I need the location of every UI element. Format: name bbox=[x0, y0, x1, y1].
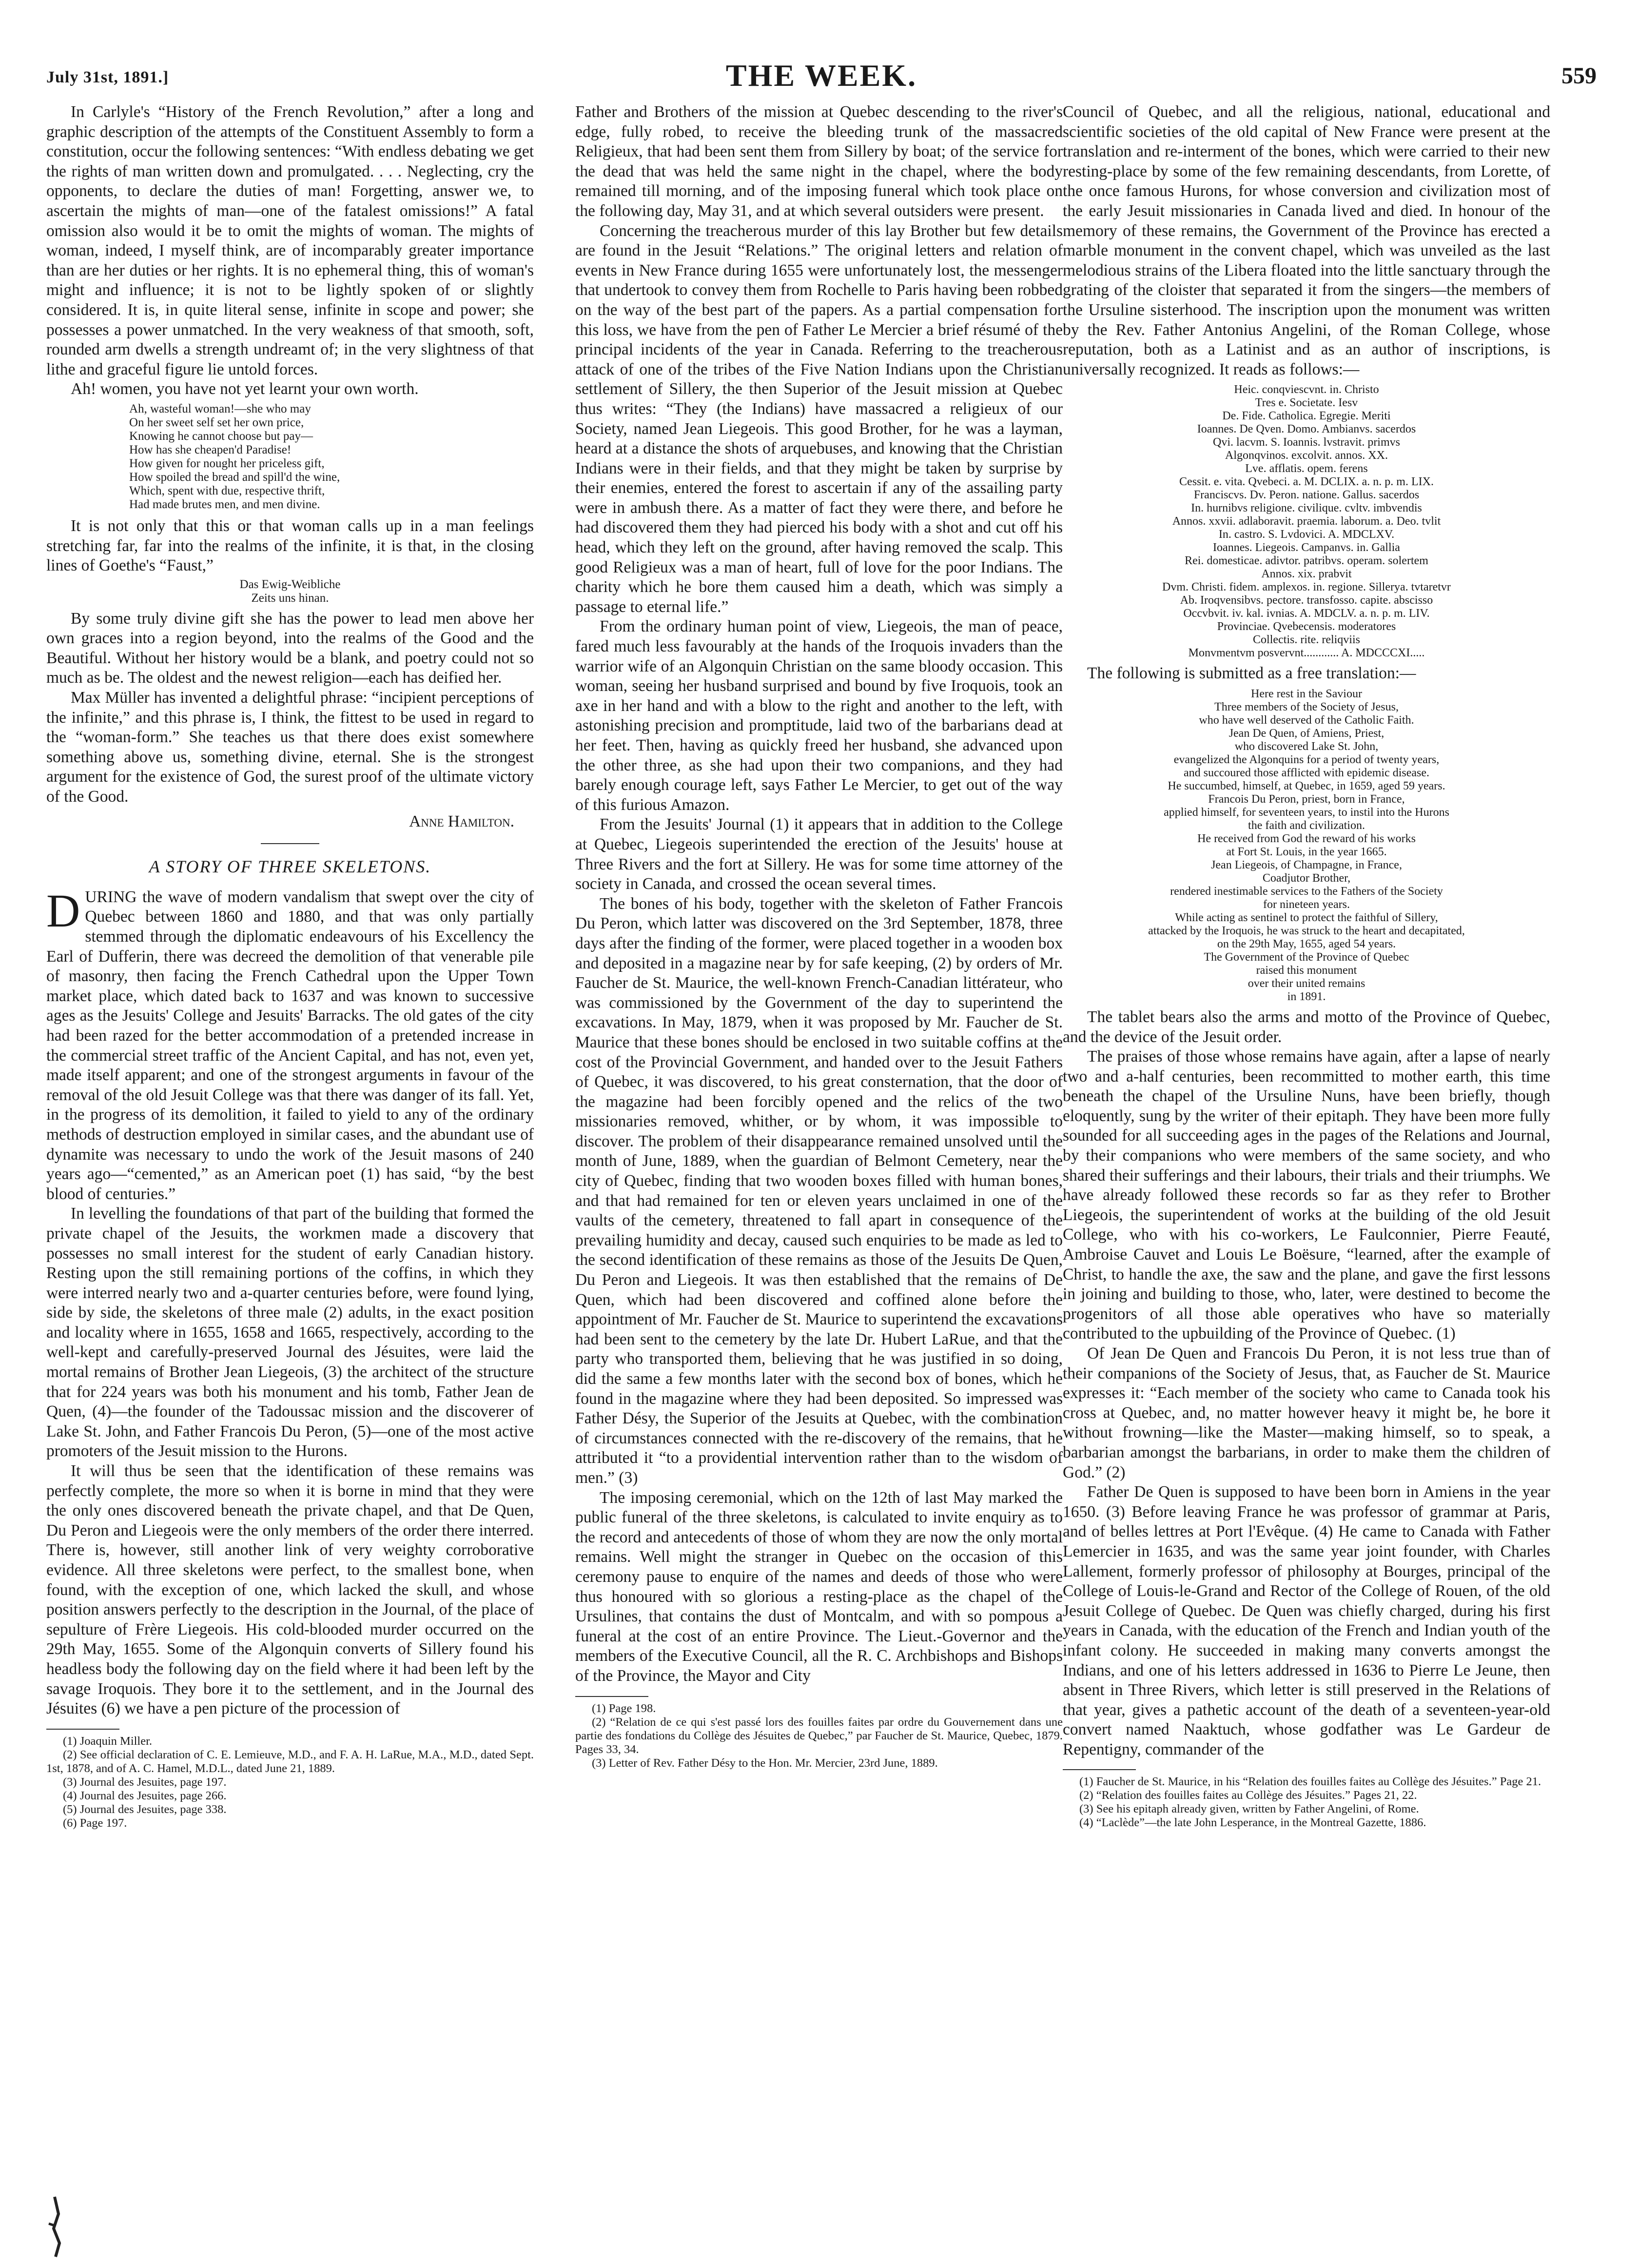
inscription-line: Provinciae. Qvebecensis. moderatores bbox=[1217, 620, 1396, 633]
article-paragraph: The imposing ceremonial, which on the 12th of last May marked the public funeral of the three skeletons, is calculated to invite enquiry as to the record and antecedents of those of whom they are now the only mortal remains. Well might the stranger in Quebec on the occasion of this ceremony pause to enquire of the names and deeds of those who were thus honoured with so glorious a resting-place as the chapel of the Ursulines, that contains the dust of Montcalm, and with so pompous a funeral at the cost of an entire Province. The Lieut.-Governor and the members of the Executive Council, all the R. C. Archbishops and Bishops of the Province, the Mayor and City bbox=[575, 1488, 1063, 1685]
translation-line: While acting as sentinel to protect the faithful of Sillery, bbox=[1175, 911, 1438, 924]
article-paragraph: URING the wave of modern vandalism that swept over the city of Quebec between 1860 and 1880, and that was only partially stemmed through the diplomatic endeavours of his Excellency the Earl of Dufferin, there was decreed the demolition of that venerable pile of masonry, then facing the French Cathedral upon the Upper Town market place, which dated back to 1637 and was known to successive ages as the Jesuits' College and Jesuits' Barracks. The old gates of the city had been razed for the better accommodation of a pretended increase in the commercial street traffic of the Ancient Capital, and has not, even yet, made itself apparent; and one of the strongest arguments in favour of the removal of the old Jesuit College was that there was danger of its fall. Yet, in the progress of its demolition, it failed to yield to any of the ordinary methods of destruction employed in similar cases, and the abundant use of dynamite was necessary to undo the work of the Jesuit masons of 240 years ago—“cemented,” as an American poet (1) has said, “by the best blood of centuries.” bbox=[46, 887, 534, 1203]
masthead-title: THE WEEK. bbox=[725, 58, 917, 93]
inscription-line: In. castro. S. Lvdovici. A. MDCLXV. bbox=[1218, 528, 1395, 541]
footnote-divider bbox=[575, 1696, 648, 1697]
article-paragraph: The tablet bears also the arms and motto of the Province of Quebec, and the device of the Jesuit order. bbox=[1063, 1007, 1550, 1046]
footnote: (5) Journal des Jesuites, page 338. bbox=[63, 1802, 227, 1816]
column-3 bbox=[1063, 102, 1550, 2229]
article-paragraph: Concerning the treacherous murder of this lay Brother but few details are found in the Jesuit “Relations.” The original letters and relation of events in New France during 1655 were unfortunately lost, the messenger that undertook to convey them from Rochelle to Paris having been robbed on the way of the best part of the papers. As a partial compensation for this loss, we have from the pen of Father Le Mercier a brief résumé of the principal incidents of the year in Canada. Referring to the treacherous attack of one of the tribes of the Five Nation Indians upon the Christian settlement of Sillery, the then Superior of the Jesuit mission at Quebec thus writes: “They (the Indians) have massacred a religieux of our Society, named Jean Liegeois. This good Brother, for he was a layman, heard at a distance the shots of arquebuses, and knowing that the Christian Indians were in their fields, and that they might be taken by surprise by their enemies, entered the forest to ascertain if any of the assailing party were in ambush there. As a matter of fact they were there, and before he had discovered them they had pierced his body with a shot and cut off his head, which they left on the ground, after having removed the scalp. This good Religieux was a man of heart, full of love for the poor Indians. The charity which he bore them caused him a death, which was simply a passage to eternal life.” bbox=[575, 221, 1063, 616]
inscription-line: Franciscvs. Dv. Peron. natione. Gallus. sacerdos bbox=[1193, 489, 1420, 502]
inscription-line: Lve. afflatis. opem. ferens bbox=[1245, 462, 1368, 475]
translation-line: applied himself, for seventeen years, to instil into the Hurons bbox=[1164, 806, 1449, 819]
poem-line: How has she cheapen'd Paradise! bbox=[129, 443, 292, 456]
footnote: (2) “Relation des fouilles faites au Collège des Jésuites.” Pages 21, 22. bbox=[1079, 1789, 1417, 1802]
page-number: 559 bbox=[1561, 63, 1597, 89]
essay-paragraph: Max Müller has invented a delightful phrase: “incipient perceptions of the infinite,” and this phrase is, I think, the fittest to be used in regard to the “woman-form.” She teaches us that there does exist somewhere something above us, something divine, eternal. She is the strongest argument for the existence of God, the surest proof of the ultimate victory of the Good. bbox=[46, 689, 534, 806]
translation-line: Jean Liegeois, of Champagne, in France, bbox=[1211, 858, 1402, 871]
translation-line: for nineteen years. bbox=[1263, 898, 1350, 911]
translation-line: Coadjutor Brother, bbox=[1262, 871, 1351, 885]
poem-line: Had made brutes men, and men divine. bbox=[129, 497, 320, 511]
translation-line: over their united remains bbox=[1248, 977, 1365, 990]
footnote: (6) Page 197. bbox=[63, 1816, 127, 1830]
article-paragraph: The bones of his body, together with the skeleton of Father Francois Du Peron, which latter was discovered on the 3rd September, 1878, three days after the finding of the former, were placed together in a wooden box and deposited in a magazine near by for safe keeping, (2) by orders of Mr. Faucher de St. Maurice, the well-known French-Canadian littérateur, who was commissioned by the Government of the day to superintend the excavations. In May, 1879, when it was proposed by Mr. Faucher de St. Maurice that these bones should be enclosed in two suitable coffins at the cost of the Provincial Government, and handed over to the Jesuit Fathers of Quebec, it was discovered, to his great consternation, that the door of the magazine had been forcibly opened and the relics of the two missionaries removed, whither, or by whom, it was impossible to discover. The problem of their disappearance remained unsolved until the month of June, 1889, when the guardian of Belmont Cemetery, near the city of Quebec, finding that two wooden boxes filled with human bones, and that had remained for ten or eleven years unclaimed in one of the vaults of the cemetery, threatened to fall apart in consequence of the prevailing humidity and decay, caused such enquiries to be made as led to the second identification of these remains as those of the Jesuits De Quen, Du Peron and Liegeois. It was then established that the remains of De Quen, which had been discovered and coffined alone before the appointment of Mr. Faucher de St. Maurice to superintend the excavations had been sent to the cemetery by the late Dr. Hubert LaRue, and that the party who transported them, believing that he was justified in so doing, did the same a few months later with the second box of bones, which he found in the magazine where they had been deposited. So impressed was Father Désy, the Superior of the Jesuits at Quebec, with the combination of circumstances connected with the re-discovery of the remains, that he attributed it “to a providential intervention rather than to the wisdom of men.” (3) bbox=[575, 894, 1063, 1487]
essay-paragraph: It is not only that this or that woman calls up in a man feelings stretching far, far into the realms of the infinite, it is that, in the closing lines of Goethe's “Faust,” bbox=[46, 516, 534, 575]
translation-line: Francois Du Peron, priest, born in France, bbox=[1208, 792, 1405, 806]
article-paragraph: It will thus be seen that the identification of these remains was perfectly complete, the more so when it is borne in mind that they were the only ones discovered beneath the private chapel, and that De Quen, Du Peron and Liegeois were the only members of the order there interred. There is, however, still another link of very weighty corroborative evidence. All three skeletons were perfect, to the smallest bone, when found, with the exception of one, which lacked the skull, and whose position answers perfectly to the description in the Journal, of the place of sepulture of Frère Liegeois. His cold-blooded murder occurred on the 29th May, 1655. Some of the Algonquin converts of Sillery found his headless body the following day on the field where it had been left by the savage Iroquois. They bore it to the settlement, and in the Journal des Jésuites (6) we have a pen picture of the procession of bbox=[46, 1462, 534, 1718]
inscription-line: Algonqvinos. excolvit. annos. XX. bbox=[1225, 449, 1388, 462]
inscription-line: Annos. xix. prabvit bbox=[1261, 568, 1352, 581]
translation-line: Three members of the Society of Jesus, bbox=[1214, 700, 1399, 713]
translation-line: who discovered Lake St. John, bbox=[1234, 740, 1379, 753]
scan-artifact-icon bbox=[45, 2194, 69, 2258]
article-paragraph: Council of Quebec, and all the religious, national, educational and scientific societies of the old capital of New France were present at the translation and re-interment of the bones, which were carried to their new resting-place by some of the few remaining descendants, from Lorette, of the once famous Hurons, for whose conversion and civilization most of the early Jesuit missionaries in Canada lived and died. In honour of the memory of these remains, the Government of the Province has erected a marble monument in the convent chapel, which was unveiled as the last melodious strains of the Libera floated into the little sanctuary through the grating of the cloister that separated it from the singers—the members of the Ursuline sisterhood. The inscription upon the monument was written by the Rev. Father Antonius Angelini, of the Roman College, whose reputation, both as a Latinist and as an author of inscriptions, is universally recognized. It reads as follows:— bbox=[1063, 103, 1550, 378]
article-paragraph: From the Jesuits' Journal (1) it appears that in addition to the College at Quebec, Liegeois superintended the erection of the Jesuits' house at Three Rivers and the fort at Sillery. He was for some time attorney of the society in Canada, and crossed the ocean several times. bbox=[575, 815, 1063, 893]
inscription-line: Annos. xxvii. adlaboravit. praemia. laborum. a. Deo. tvlit bbox=[1172, 515, 1441, 528]
inscription-line: Collectis. rite. reliqviis bbox=[1253, 633, 1360, 647]
section-divider bbox=[261, 843, 319, 844]
translation-line: raised this monument bbox=[1256, 964, 1357, 977]
poem-line: On her sweet self set her own price, bbox=[129, 415, 304, 429]
translation-line: rendered inestimable services to the Fathers of the Society bbox=[1170, 885, 1443, 898]
translation-line: who have well deserved of the Catholic Faith. bbox=[1199, 713, 1414, 727]
inscription-line: Rei. domesticae. adivtor. patribvs. operam. solertem bbox=[1185, 554, 1428, 568]
translation-line: Here rest in the Saviour bbox=[1251, 687, 1362, 700]
translation-line: at Fort St. Louis, in the year 1665. bbox=[1226, 845, 1387, 858]
poem-line: Which, spent with due, respective thrift, bbox=[129, 484, 325, 497]
article-paragraph: Of Jean De Quen and Francois Du Peron, it is not less true than of their companions of the Society of Jesus, that, as Faucher de St. Maurice expresses it: “Each member of the society who came to Canada took his cross at Quebec, and, no matter however heavy it might be, he bore it without frowning—like the Master—making himself, so to speak, a barbarian amongst the barbarians, in order to make them the children of God.” (2) bbox=[1063, 1344, 1550, 1481]
drop-cap: D bbox=[46, 884, 80, 937]
inscription-line: Ioannes. Liegeois. Campanvs. in. Gallia bbox=[1213, 541, 1400, 554]
footnote: (3) Letter of Rev. Father Désy to the Hon. Mr. Mercier, 23rd June, 1889. bbox=[592, 1756, 938, 1770]
poem-line: Ah, wasteful woman!—she who may bbox=[129, 402, 311, 415]
footnote: (3) See his epitaph already given, written by Father Angelini, of Rome. bbox=[1079, 1802, 1419, 1816]
inscription-line: Dvm. Christi. fidem. amplexos. in. regione. Sillerya. tvtaretvr bbox=[1162, 581, 1451, 594]
inscription-line: Ioannes. De Qven. Domo. Ambianvs. sacerdos bbox=[1197, 423, 1416, 436]
inscription-line: Ab. Iroqvensibvs. pectore. transfosso. capite. abscisso bbox=[1180, 594, 1433, 607]
quote-line: Zeits uns hinan. bbox=[251, 591, 329, 605]
inscription-translation bbox=[1063, 688, 1550, 1004]
translation-line: Jean De Quen, of Amiens, Priest, bbox=[1228, 727, 1384, 740]
poem-line: How given for nought her priceless gift, bbox=[129, 456, 325, 470]
latin-inscription bbox=[1063, 383, 1550, 660]
translation-line: in 1891. bbox=[1287, 990, 1326, 1003]
translation-line: The Government of the Province of Quebec bbox=[1204, 950, 1409, 964]
inscription-line: Tres e. Societate. Iesv bbox=[1255, 396, 1358, 410]
essay-paragraph: In Carlyle's “History of the French Revolution,” after a long and graphic description of the attempts of the Constituent Assembly to form a constitution, occur the following sentences: “With endless debating we get the rights of man written down and promulgated. . . . Neglecting, cry the opponents, to declare the duties of man! Forgetting, answer we, to ascertain the mights of man—one of the fatalest omissions!” A fatal omission also would it be to omit the mights of woman. The mights of woman, indeed, I myself think, are of incomparably greater importance than are her duties or her rights. It is no ephemeral thing, this of woman's might and influence; it is not to be lightly spoken of or slightly considered. It is, in quite literal sense, infinite in scope and power; she possesses a power unmatched. In the very weakness of that smooth, soft, rounded arm dwells a strength undreamt of; in the very slightness of that lithe and graceful figure lie untold forces. bbox=[46, 103, 534, 378]
article-paragraph: The following is submitted as a free translation:— bbox=[1087, 664, 1416, 683]
footnote: (4) Journal des Jesuites, page 266. bbox=[63, 1789, 227, 1802]
footnote: (2) “Relation de ce qui s'est passé lors des fouilles faites par ordre du Gouvernement dans une partie des fondations du Collège des Jésuites de Quebec,” par Faucher de St. Maurice, Quebec, 1879. Pages 33, 34. bbox=[575, 1715, 1063, 1756]
article-paragraph: From the ordinary human point of view, Liegeois, the man of peace, fared much less favourably at the hands of the Iroquois invaders than the warrior wife of an Algonquin Christian on the same bloody occasion. This woman, seeing her husband surprised and bound by five Iroquois, took an axe in her hand and with a blow to the right and another to the left, with astonishing precision and promptitude, laid two of the barbarians dead at her feet. Then, having as quickly freed her husband, she advanced upon the other three, as she had upon their two companions, and they had barely enough courage left, says Father Le Mercier, to get out of the way of this furious Amazon. bbox=[575, 617, 1063, 814]
column-2 bbox=[575, 102, 1063, 2229]
article-paragraph: Father De Quen is supposed to have been born in Amiens in the year 1650. (3) Before leaving France he was professor of grammar at Paris, and of belles lettres at Port l'Evêque. (4) He came to Canada with Father Lemercier in 1635, and was the same year joint founder, with Charles Lallement, formerly professor of philosophy at Bourges, principal of the College of Louis-le-Grand and Rector of the College of Rouen, of the old Jesuit College of Quebec. De Quen was chiefly charged, during his first years in Canada, with the education of the French and Indian youth of the infant colony. He succeeded in making many converts amongst the Indians, and one of his letters addressed in 1636 to Pierre Le Jeune, then absent in Three Rivers, which letter is still preserved in the Relations of that year, gives a pathetic account of the death of a seventeen-year-old convert named Naaktuch, whose godfather was Le Gardeur de Repentigny, commander of the bbox=[1063, 1483, 1550, 1758]
page-header bbox=[46, 54, 1597, 102]
column-1 bbox=[46, 102, 534, 2229]
footnote: (1) Page 198. bbox=[592, 1701, 656, 1715]
article-title: A STORY OF THREE SKELETONS. bbox=[149, 857, 431, 877]
quote-line: Das Ewig-Weibliche bbox=[239, 577, 341, 591]
issue-date: July 31st, 1891.] bbox=[46, 68, 169, 86]
goethe-quote bbox=[46, 578, 534, 605]
footnote: (1) Joaquin Miller. bbox=[63, 1734, 153, 1748]
article-paragraph: The praises of those whose remains have again, after a lapse of nearly two and a-half centuries, been recommitted to mother earth, this time beneath the chapel of the Ursuline Nuns, have been briefly, though eloquently, sung by the writer of their epitaph. They have been more fully sounded for all succeeding ages in the pages of the Relations and Journal, by their companions who were members of the same society, and who shared their sufferings and their labours, their trials and their triumphs. We have already followed these records so far as they refer to Brother Liegeois, the superintendent of works at the building of the old Jesuit College, who with his co-workers, Le Faulconnier, Pierre Feauté, Ambroise Cauvet and Louis Le Boësure, “learned, after the example of Christ, to handle the axe, the saw and the plane, and gave the first lessons in joining and building to those, who, later, were destined to become the progenitors of all those able operatives who have so materially contributed to the upbuilding of the Province of Quebec. (1) bbox=[1063, 1047, 1550, 1343]
translation-line: and succoured those afflicted with epidemic disease. bbox=[1183, 766, 1430, 779]
footnote: (2) See official declaration of C. E. Lemieuve, M.D., and F. A. H. LaRue, M.A., M.D., dated Sept. 1st, 1878, and of A. C. Hamel, M.D.L., dated June 21, 1889. bbox=[46, 1748, 534, 1775]
translation-line: evangelized the Algonquins for a period of twenty years, bbox=[1173, 753, 1440, 766]
inscription-line: Occvbvit. iv. kal. ivnias. A. MDCLV. a. n. p. m. LIV. bbox=[1183, 607, 1430, 620]
footnote: (3) Journal des Jesuites, page 197. bbox=[63, 1775, 227, 1789]
translation-line: attacked by the Iroquois, he was struck to the heart and decapitated, bbox=[1148, 924, 1465, 937]
translation-line: the faith and civilization. bbox=[1248, 819, 1365, 832]
footnote: (4) “Laclède”—the late John Lesperance, in the Montreal Gazette, 1886. bbox=[1079, 1816, 1426, 1830]
footnote-divider bbox=[1063, 1769, 1136, 1770]
inscription-line: In. hurnibvs religione. civilique. cvltv. imbvendis bbox=[1191, 502, 1422, 515]
footnote-divider bbox=[46, 1729, 119, 1730]
poem-line: Knowing he cannot choose but pay— bbox=[129, 429, 313, 443]
article-paragraph: In levelling the foundations of that part of the building that formed the private chapel of the Jesuits, the workmen made a discovery that possesses no small interest for the student of early Canadian history. Resting upon the still remaining portions of the coffins, in which they were interred nearly two and a-quarter centuries before, were found lying, side by side, the skeletons of three male (2) adults, in the exact position and locality where in 1655, 1658 and 1665, respectively, according to the well-kept and carefully-preserved Journal des Jésuites, were laid the mortal remains of Brother Jean Liegeois, (3) the architect of the structure that for 224 years was both his monument and his tomb, Father Jean de Quen, (4)—the founder of the Tadoussac mission and the discoverer of Lake St. John, and Father Francois Du Peron, (5)—one of the most active promoters of the Jesuit mission to the Hurons. bbox=[46, 1204, 534, 1460]
inscription-line: Heic. conqviescvnt. in. Christo bbox=[1234, 383, 1379, 396]
inscription-line: Monvmentvm posvervnt............ A. MDCCCXI..... bbox=[1188, 647, 1425, 660]
translation-line: on the 29th May, 1655, aged 54 years. bbox=[1217, 937, 1396, 950]
author-signature: Anne Hamilton. bbox=[409, 812, 514, 830]
article-paragraph: Father and Brothers of the mission at Quebec descending to the river's edge, fully robed, to receive the bleeding trunk of the massacred Religieux, that had been sent them from Sillery by boat; of the service for the dead that was held the same night in the chapel, where the body remained till morning, and of the imposing funeral which took place on the following day, May 31, and at which several outsiders were present. bbox=[575, 103, 1063, 220]
poem-line: How spoiled the bread and spill'd the wine, bbox=[129, 470, 340, 484]
essay-paragraph: Ah! women, you have not yet learnt your own worth. bbox=[71, 380, 419, 398]
translation-line: He received from God the reward of his works bbox=[1197, 832, 1416, 845]
poem-quote bbox=[129, 402, 534, 512]
inscription-line: Cessit. e. vita. Qvebeci. a. M. DCLIX. a. n. p. m. LIX. bbox=[1179, 475, 1434, 489]
inscription-line: De. Fide. Catholica. Egregie. Meriti bbox=[1222, 410, 1391, 423]
footnote: (1) Faucher de St. Maurice, in his “Relation des fouilles faites au Collège des Jésuites.” Page 21. bbox=[1079, 1775, 1541, 1789]
translation-line: He succumbed, himself, at Quebec, in 1659, aged 59 years. bbox=[1168, 779, 1445, 792]
essay-paragraph: By some truly divine gift she has the power to lead men above her own graces into a region beyond, into the realms of the Good and the Beautiful. Without her history would be a blank, and poetry could not so much as be. The oldest and the newest religion—each has deified her. bbox=[46, 609, 534, 687]
inscription-line: Qvi. lacvm. S. Ioannis. lvstravit. primvs bbox=[1213, 436, 1400, 449]
